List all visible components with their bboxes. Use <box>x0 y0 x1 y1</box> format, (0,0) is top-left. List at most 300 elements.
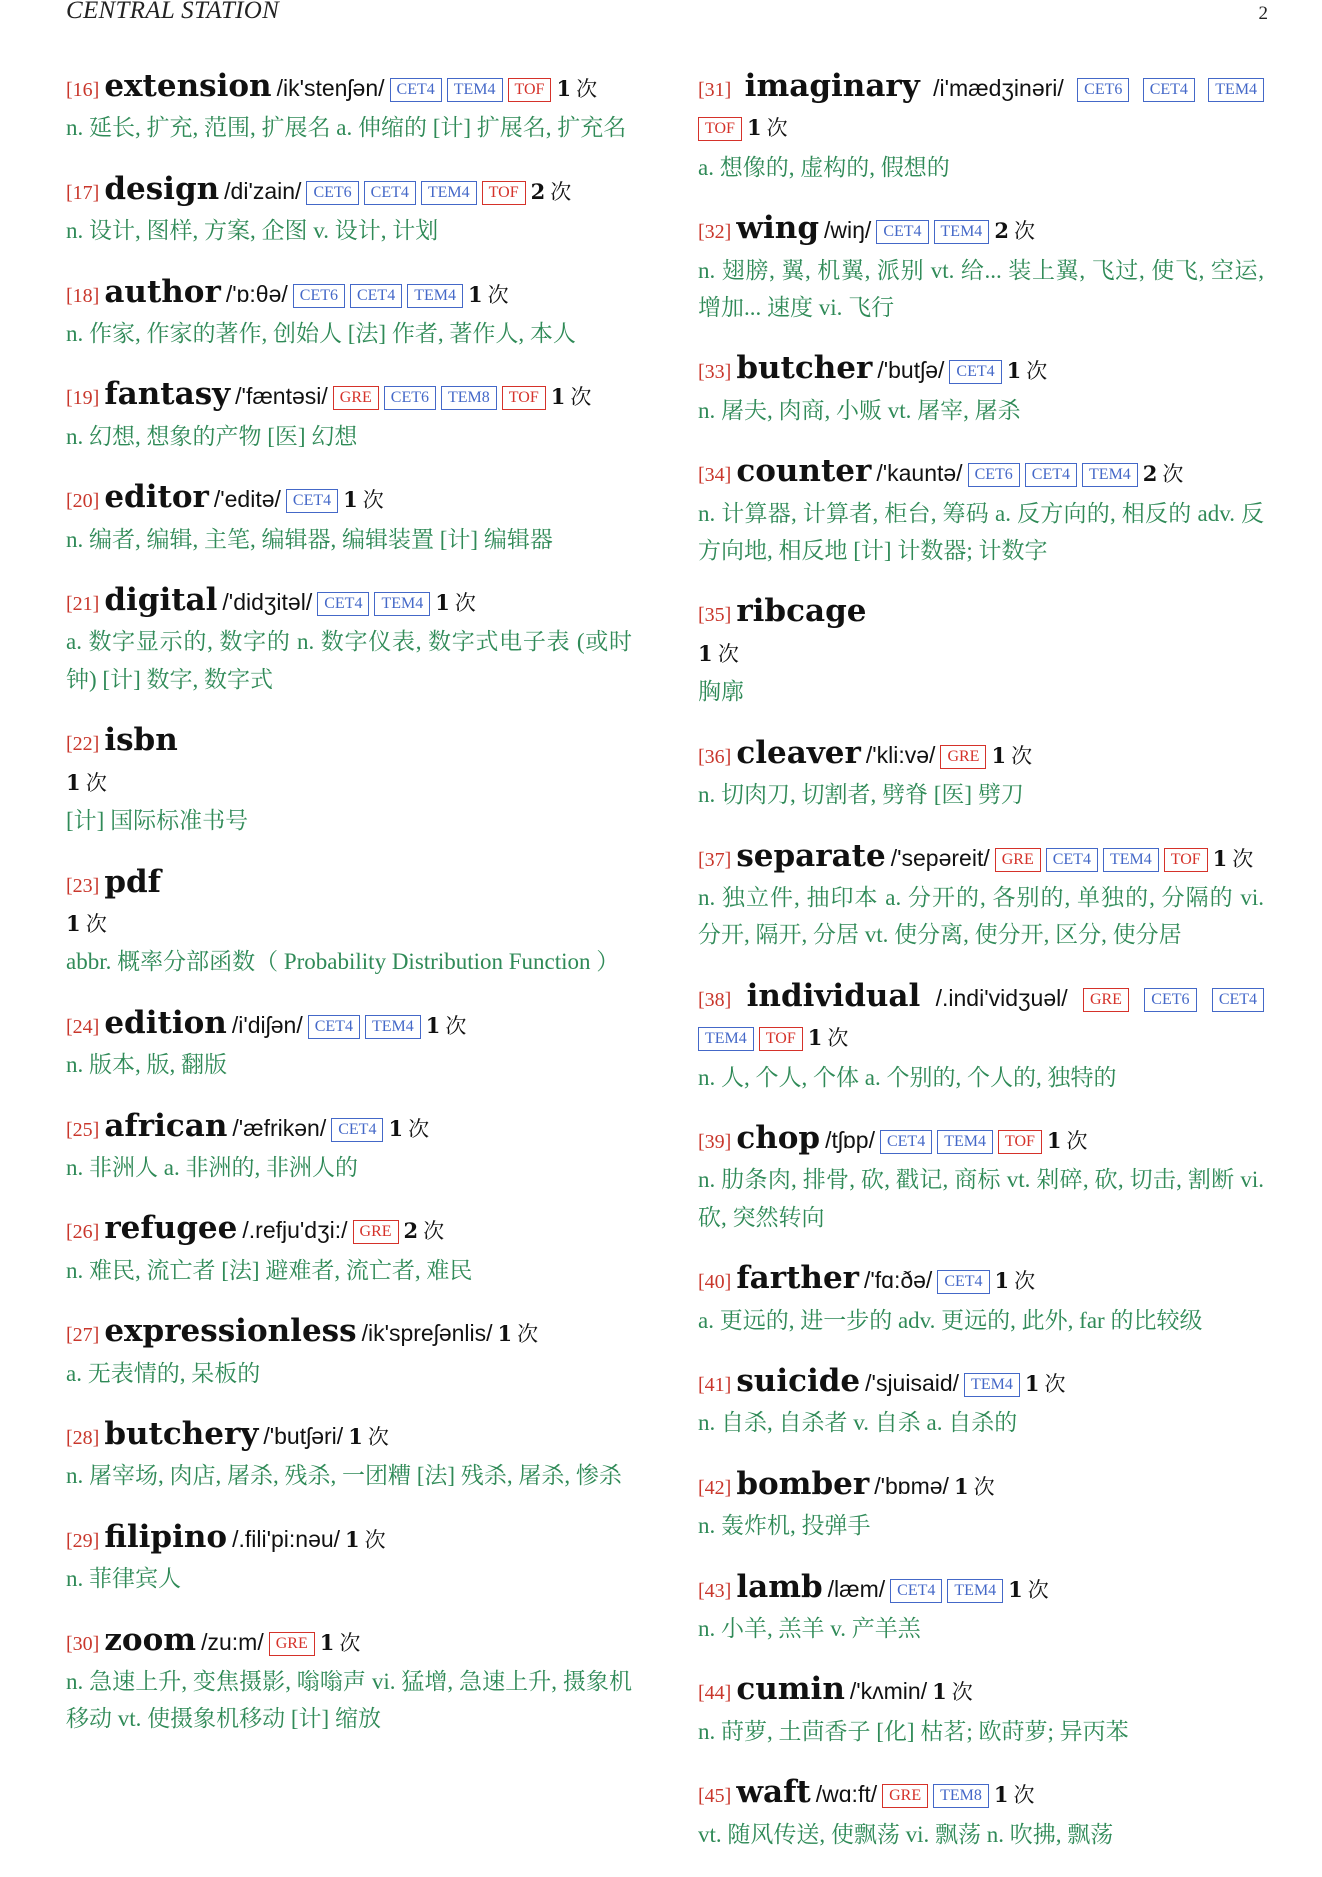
entry-index: [17] <box>66 181 100 204</box>
entry-index: [28] <box>66 1426 100 1449</box>
entry-index: [23] <box>66 874 100 897</box>
frequency <box>435 590 476 616</box>
exam-tag: TEM4 <box>937 1130 993 1154</box>
vocab-entry <box>698 1569 1264 1648</box>
entry-headline <box>66 1416 632 1457</box>
headword: wing <box>736 210 820 247</box>
frequency-count: 1 <box>994 1268 1010 1294</box>
frequency <box>388 1115 430 1141</box>
vocab-entry <box>698 593 1264 710</box>
frequency-unit: 次 <box>1162 462 1184 487</box>
entry-headline <box>66 479 632 520</box>
phonetic: /.fili'pi:nəu/ <box>232 1525 341 1552</box>
frequency-unit: 次 <box>1027 1577 1049 1602</box>
frequency-line <box>698 635 1264 673</box>
exam-tag: CET4 <box>937 1270 989 1294</box>
exam-tag: TEM4 <box>447 78 503 102</box>
frequency <box>556 76 598 101</box>
frequency <box>319 1629 361 1655</box>
headword: butcher <box>736 350 873 387</box>
definition: n. 菲律宾人 <box>66 1566 181 1592</box>
vocab-entry <box>698 1120 1264 1236</box>
entry-headline <box>66 1313 632 1354</box>
definition: n. 设计, 图样, 方案, 企图 v. 设计, 计划 <box>66 218 439 244</box>
frequency-unit: 次 <box>1044 1371 1066 1396</box>
frequency <box>1212 845 1254 871</box>
frequency-count: 1 <box>991 742 1007 768</box>
frequency-unit: 次 <box>339 1630 361 1655</box>
definition: n. 屠宰场, 肉店, 屠杀, 残杀, 一团糟 [法] 残杀, 屠杀, 惨杀 <box>66 1463 622 1489</box>
vocab-entry <box>698 1363 1264 1442</box>
phonetic: /di'zain/ <box>224 177 302 204</box>
headword: filipino <box>104 1518 228 1555</box>
definition: n. 非洲人 a. 非洲的, 非洲人的 <box>66 1154 358 1180</box>
exam-tag: TEM4 <box>421 181 477 205</box>
frequency <box>993 1782 1035 1808</box>
entry-index: [25] <box>66 1118 100 1141</box>
headword: suicide <box>736 1362 861 1399</box>
exam-tag: TOF <box>502 386 546 410</box>
headword: fantasy <box>104 376 231 413</box>
headword: extension <box>104 68 272 104</box>
exam-tag: TEM4 <box>698 1027 754 1051</box>
vocab-entry <box>66 722 632 839</box>
frequency-unit: 次 <box>951 1680 973 1705</box>
frequency-unit: 次 <box>973 1474 995 1499</box>
entry-index: [29] <box>66 1529 100 1552</box>
phonetic: /wiŋ/ <box>824 217 872 244</box>
exam-tag: CET6 <box>1077 78 1129 102</box>
phonetic: /'kauntə/ <box>876 460 963 487</box>
frequency-line <box>66 764 632 802</box>
entry-index: [43] <box>698 1579 732 1602</box>
exam-tag: CET4 <box>350 284 402 308</box>
headword: cleaver <box>736 734 861 771</box>
definition: n. 肋条肉, 排骨, 砍, 戳记, 商标 vt. 剁碎, 砍, 切击, 割断 vi. 砍, 突然转向 <box>698 1167 1264 1230</box>
vocab-entry <box>66 68 632 147</box>
entry-headline <box>698 453 1264 494</box>
vocab-entry <box>66 1210 632 1289</box>
frequency-unit: 次 <box>85 911 107 936</box>
frequency-count: 1 <box>66 769 81 795</box>
frequency-count: 1 <box>388 1115 404 1141</box>
frequency-unit: 次 <box>1013 1783 1035 1808</box>
headword: digital <box>104 582 218 619</box>
frequency <box>467 281 509 307</box>
entry-headline <box>66 1108 632 1149</box>
definition: [计] 国际标准书号 <box>66 808 249 834</box>
definition: n. 延长, 扩充, 范围, 扩展名 a. 伸缩的 [计] 扩展名, 扩充名 <box>66 115 627 141</box>
exam-tag: TOF <box>698 117 742 141</box>
vocab-entry <box>698 735 1264 814</box>
phonetic: /'sjuisaid/ <box>865 1369 960 1396</box>
entry-headline <box>66 1210 632 1251</box>
frequency-unit: 次 <box>517 1322 539 1347</box>
frequency-count: 1 <box>1008 1576 1023 1602</box>
definition: n. 切肉刀, 切割者, 劈脊 [医] 劈刀 <box>698 782 1024 808</box>
entry-index: [33] <box>698 361 732 384</box>
left-column <box>66 68 632 1762</box>
vocab-entry <box>698 210 1264 326</box>
entry-headline <box>66 1622 632 1663</box>
exam-tag: CET4 <box>364 181 416 205</box>
frequency-count: 2 <box>1142 461 1158 487</box>
frequency <box>1024 1370 1066 1396</box>
exam-tag: CET4 <box>1143 78 1195 102</box>
entry-headline <box>698 350 1264 391</box>
frequency-count: 1 <box>343 487 358 513</box>
entry-index: [35] <box>698 604 732 627</box>
entry-index: [24] <box>66 1015 100 1038</box>
frequency-unit: 次 <box>576 77 598 101</box>
frequency-unit: 次 <box>364 1527 386 1552</box>
headword: edition <box>104 1004 227 1041</box>
vocab-entry <box>698 350 1264 429</box>
entry-index: [16] <box>66 79 100 101</box>
frequency-unit: 次 <box>717 641 739 666</box>
exam-tag: CET4 <box>890 1579 942 1603</box>
phonetic: /'ɒ:θə/ <box>225 280 288 307</box>
exam-tag: TEM8 <box>933 1784 989 1808</box>
phonetic: /wɑ:ft/ <box>815 1781 878 1808</box>
frequency-count: 1 <box>550 384 566 410</box>
frequency-count: 1 <box>467 281 483 307</box>
frequency-count: 2 <box>994 218 1009 244</box>
entry-index: [38] <box>698 988 732 1011</box>
exam-tag: TEM4 <box>1082 463 1138 487</box>
frequency-count: 1 <box>345 1526 360 1552</box>
headword: farther <box>736 1260 859 1297</box>
phonetic: /'didʒitəl/ <box>222 589 313 616</box>
headword: ribcage <box>736 593 867 630</box>
headword: bomber <box>736 1465 870 1502</box>
vocab-entry <box>698 1466 1264 1545</box>
frequency <box>698 642 739 666</box>
definition: a. 无表情的, 呆板的 <box>66 1360 261 1386</box>
frequency-count: 1 <box>425 1012 441 1038</box>
running-header-title: CENTRAL STATION <box>66 0 280 24</box>
frequency-count: 1 <box>1024 1370 1040 1396</box>
exam-tag: CET4 <box>1025 463 1077 487</box>
exam-tag: TEM4 <box>964 1373 1020 1397</box>
frequency <box>807 1025 849 1051</box>
frequency-count: 1 <box>698 640 713 666</box>
exam-tag: TOF <box>1164 848 1208 872</box>
frequency-unit: 次 <box>85 770 107 795</box>
headword: chop <box>736 1119 821 1156</box>
phonetic: /'butʃə/ <box>877 357 945 384</box>
vocab-entry <box>66 1313 632 1392</box>
definition: 胸廓 <box>698 679 744 705</box>
entry-headline <box>698 1671 1264 1712</box>
vocab-entry <box>698 1774 1264 1853</box>
entry-headline <box>66 1005 632 1046</box>
exam-tag: CET4 <box>331 1118 383 1142</box>
entry-headline <box>66 376 632 417</box>
entry-index: [41] <box>698 1373 732 1396</box>
frequency-unit: 次 <box>487 282 509 307</box>
frequency-count: 1 <box>1046 1127 1062 1153</box>
frequency <box>994 1268 1036 1294</box>
entry-index: [34] <box>698 464 732 487</box>
entry-headline <box>66 274 632 315</box>
frequency-unit: 次 <box>445 1013 467 1038</box>
vocab-entry <box>66 376 632 455</box>
entry-headline <box>698 735 1264 776</box>
exam-tag: CET6 <box>293 284 345 308</box>
frequency-unit: 次 <box>1066 1128 1088 1153</box>
entry-index: [42] <box>698 1476 732 1499</box>
exam-tag: GRE <box>1083 988 1129 1012</box>
definition: abbr. 概率分部函数（ Probability Distribution Function ） <box>66 949 620 975</box>
frequency <box>530 178 572 204</box>
definition: n. 急速上升, 变焦摄影, 嗡嗡声 vi. 猛增, 急速上升, 摄象机移动 vt. 使摄象机移动 [计] 缩放 <box>66 1669 632 1732</box>
exam-tag: CET4 <box>880 1130 932 1154</box>
exam-tag: GRE <box>995 848 1041 872</box>
exam-tag: CET6 <box>968 463 1020 487</box>
entry-headline <box>66 722 632 763</box>
headword: pdf <box>104 863 162 900</box>
definition: n. 人, 个人, 个体 a. 个别的, 个人的, 独特的 <box>698 1064 1117 1090</box>
exam-tag: TEM4 <box>947 1579 1003 1603</box>
exam-tag: TOF <box>508 78 552 102</box>
headword: isbn <box>104 722 178 759</box>
phonetic: /tʃɒp/ <box>825 1126 875 1153</box>
frequency <box>403 1218 445 1244</box>
definition: n. 莳萝, 土茴香子 [化] 枯茗; 欧莳萝; 异丙苯 <box>698 1718 1129 1744</box>
exam-tag: CET4 <box>949 360 1001 384</box>
headword: design <box>104 170 220 207</box>
frequency-unit: 次 <box>1026 359 1048 384</box>
headword: cumin <box>736 1671 845 1708</box>
definition: n. 编者, 编辑, 主笔, 编辑器, 编辑装置 [计] 编辑器 <box>66 526 553 552</box>
frequency-count: 1 <box>807 1025 823 1051</box>
definition: n. 难民, 流亡者 [法] 避难者, 流亡者, 难民 <box>66 1257 473 1283</box>
phonetic: /ik'spreʃənlis/ <box>361 1320 493 1347</box>
entry-headline <box>698 210 1264 251</box>
frequency-unit: 次 <box>1013 219 1035 244</box>
entry-headline <box>66 68 632 109</box>
frequency <box>1008 1576 1049 1602</box>
exam-tag: TOF <box>998 1130 1042 1154</box>
phonetic: /'fæntəsi/ <box>235 383 328 410</box>
headword: separate <box>736 837 886 874</box>
frequency <box>66 912 107 936</box>
exam-tag: CET4 <box>317 592 369 616</box>
phonetic: /'butʃəri/ <box>263 1422 344 1449</box>
frequency-unit: 次 <box>367 1424 389 1449</box>
phonetic: /zu:m/ <box>201 1628 264 1655</box>
phonetic: /i'mædʒinəri/ <box>933 75 1064 101</box>
vocab-entry <box>66 1108 632 1187</box>
vocab-entry <box>66 171 632 250</box>
entry-headline <box>698 1466 1264 1507</box>
headword: refugee <box>104 1210 238 1247</box>
vocab-entry <box>698 838 1264 954</box>
frequency <box>497 1321 539 1347</box>
entry-index: [45] <box>698 1785 732 1808</box>
entry-headline <box>698 1774 1264 1815</box>
entry-index: [30] <box>66 1632 100 1655</box>
entry-index: [20] <box>66 490 100 513</box>
exam-tag: CET6 <box>384 386 436 410</box>
vocab-entry <box>698 453 1264 569</box>
entry-index: [44] <box>698 1682 732 1705</box>
vocab-entry <box>698 978 1264 1096</box>
phonetic: /'bɒmə/ <box>874 1472 949 1499</box>
phonetic: /'æfrikən/ <box>232 1114 327 1141</box>
definition: n. 小羊, 羔羊 v. 产羊羔 <box>698 1616 921 1641</box>
frequency <box>953 1473 995 1499</box>
frequency-line <box>66 905 632 943</box>
exam-tag: TEM4 <box>1103 848 1159 872</box>
exam-tag: TEM4 <box>407 284 463 308</box>
definition: n. 幻想, 想象的产物 [医] 幻想 <box>66 423 358 449</box>
exam-tag: CET4 <box>390 78 442 102</box>
exam-tag: GRE <box>940 745 986 769</box>
entry-headline <box>66 171 632 212</box>
frequency <box>746 115 788 141</box>
phonetic: /i'diʃən/ <box>231 1011 303 1038</box>
exam-tag: CET4 <box>1212 988 1264 1012</box>
phonetic: /ik'stenʃən/ <box>276 75 385 101</box>
frequency <box>345 1526 386 1552</box>
phonetic: /.refju'dʒi:/ <box>242 1217 348 1244</box>
frequency <box>550 384 592 410</box>
frequency <box>348 1423 389 1449</box>
entry-headline <box>698 1363 1264 1404</box>
entry-index: [31] <box>698 79 732 101</box>
entry-index: [36] <box>698 745 732 768</box>
entry-headline <box>66 864 632 905</box>
phonetic: /'kʌmin/ <box>849 1678 928 1705</box>
page-number: 2 <box>1258 3 1268 24</box>
frequency-unit: 次 <box>423 1219 445 1244</box>
frequency-unit: 次 <box>827 1026 849 1051</box>
entry-headline <box>698 1120 1264 1161</box>
exam-tag: TEM4 <box>1208 78 1264 102</box>
frequency <box>991 742 1033 768</box>
entry-index: [27] <box>66 1324 100 1347</box>
definition: n. 计算器, 计算者, 柜台, 筹码 a. 反方向的, 相反的 adv. 反方向地, 相反地 [计] 计数器; 计数字 <box>698 500 1264 564</box>
phonetic: /'kli:və/ <box>865 741 936 768</box>
entry-headline <box>66 582 632 623</box>
exam-tag: CET6 <box>1144 988 1196 1012</box>
definition: n. 翅膀, 翼, 机翼, 派别 vt. 给... 装上翼, 飞过, 使飞, 空运, 增加... 速度 vi. 飞行 <box>698 257 1264 321</box>
entry-index: [37] <box>698 848 732 871</box>
definition: n. 屠夫, 肉商, 小贩 vt. 屠宰, 屠杀 <box>698 397 1021 423</box>
frequency-unit: 次 <box>550 179 572 204</box>
definition: n. 版本, 版, 翻版 <box>66 1052 227 1078</box>
headword: counter <box>736 453 872 490</box>
headword: author <box>104 273 221 310</box>
exam-tag: GRE <box>882 1784 928 1808</box>
frequency-count: 1 <box>1006 358 1022 384</box>
frequency <box>425 1012 467 1038</box>
frequency-count: 1 <box>932 1679 947 1705</box>
headword: zoom <box>104 1621 197 1658</box>
right-column <box>698 68 1264 1877</box>
exam-tag: CET6 <box>306 181 358 205</box>
exam-tag: CET4 <box>876 220 928 244</box>
frequency <box>1142 461 1184 487</box>
vocab-entry <box>66 274 632 353</box>
frequency-unit: 次 <box>362 488 384 513</box>
entry-index: [22] <box>66 733 100 756</box>
exam-tag: CET4 <box>308 1015 360 1039</box>
frequency <box>66 771 107 795</box>
frequency-count: 1 <box>319 1629 335 1655</box>
headword: lamb <box>736 1568 823 1605</box>
exam-tag: GRE <box>333 386 379 410</box>
vocab-entry <box>66 582 632 698</box>
vocab-entry <box>66 1519 632 1598</box>
vocab-entry <box>66 479 632 558</box>
entry-headline <box>698 1260 1264 1301</box>
vocab-entry <box>66 1622 632 1738</box>
frequency-count: 2 <box>403 1218 419 1244</box>
exam-tag: CET4 <box>286 489 338 513</box>
entry-headline <box>698 1569 1264 1610</box>
entry-index: [40] <box>698 1271 732 1294</box>
entry-index: [32] <box>698 221 732 244</box>
frequency-unit: 次 <box>1232 846 1254 871</box>
frequency <box>343 487 384 513</box>
headword: butchery <box>104 1415 259 1452</box>
headword: imaginary <box>744 68 920 104</box>
definition: a. 想像的, 虚构的, 假想的 <box>698 154 950 180</box>
exam-tag: TEM4 <box>365 1015 421 1039</box>
definition: n. 独立件, 抽印本 a. 分开的, 各别的, 单独的, 分隔的 vi. 分开, 隔开, 分居 vt. 使分离, 使分开, 区分, 使分居 <box>698 884 1264 948</box>
vocab-entry <box>66 1005 632 1084</box>
frequency <box>1006 358 1048 384</box>
phonetic: /'sepəreit/ <box>890 844 990 871</box>
entry-headline <box>698 838 1264 879</box>
definition: n. 自杀, 自杀者 v. 自杀 a. 自杀的 <box>698 1410 1018 1436</box>
frequency <box>932 1679 973 1705</box>
exam-tag: TOF <box>759 1027 803 1051</box>
phonetic: /'fɑ:ðə/ <box>864 1267 933 1294</box>
entry-index: [39] <box>698 1130 732 1153</box>
exam-tag: CET4 <box>1046 848 1098 872</box>
frequency-unit: 次 <box>570 385 592 410</box>
frequency-count: 1 <box>1212 845 1228 871</box>
exam-tag: TEM4 <box>934 220 990 244</box>
definition: a. 数字显示的, 数字的 n. 数字仪表, 数字式电子表 (或时钟) [计] 数字, 数字式 <box>66 629 632 692</box>
entry-headline <box>66 1519 632 1560</box>
entry-index: [18] <box>66 284 100 307</box>
headword: waft <box>736 1774 811 1811</box>
frequency <box>994 218 1035 244</box>
exam-tag: GRE <box>269 1632 315 1656</box>
entry-headline <box>698 593 1264 634</box>
frequency-count: 1 <box>66 910 81 936</box>
headword: african <box>104 1107 228 1144</box>
definition: a. 更远的, 进一步的 adv. 更远的, 此外, far 的比较级 <box>698 1307 1203 1333</box>
headword: individual <box>746 977 921 1014</box>
frequency-count: 1 <box>953 1473 969 1499</box>
phonetic: /'editə/ <box>213 486 281 513</box>
entry-headline <box>698 68 1264 149</box>
vocab-entry <box>698 1671 1264 1750</box>
entry-index: [19] <box>66 387 100 410</box>
frequency-unit: 次 <box>1014 1269 1036 1294</box>
phonetic: /.indi'vidʒuəl/ <box>935 984 1068 1011</box>
exam-tag: TEM8 <box>441 386 497 410</box>
frequency-unit: 次 <box>454 591 476 616</box>
entry-index: [21] <box>66 593 100 616</box>
vocab-entry <box>698 1260 1264 1339</box>
